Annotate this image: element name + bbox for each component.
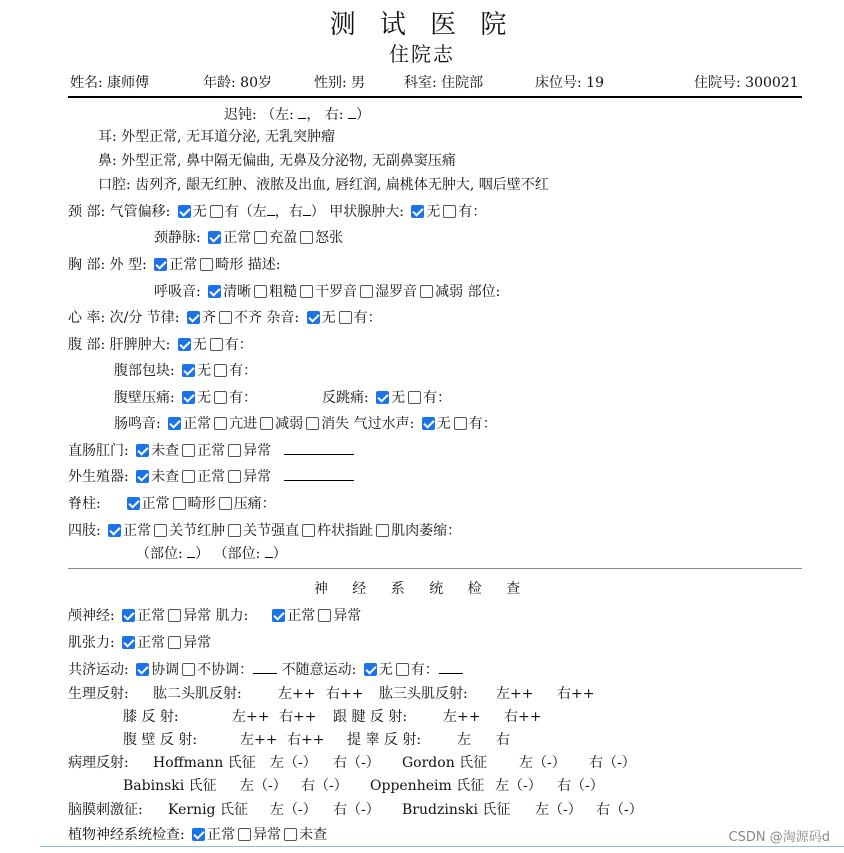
invol-has-checkbox[interactable] bbox=[396, 663, 409, 676]
coord-ok-checkbox[interactable] bbox=[136, 663, 149, 676]
brudzinski-right: 右（-） bbox=[596, 802, 643, 818]
rhythm-even-checkbox[interactable] bbox=[187, 311, 200, 324]
spine-pain-checkbox[interactable] bbox=[219, 497, 232, 510]
rhythm-uneven-checkbox[interactable] bbox=[219, 311, 232, 324]
neck-label: 颈 部: bbox=[68, 204, 106, 220]
trachea-has-label: 有（左 bbox=[224, 204, 267, 220]
kernig-right: 右（-） bbox=[333, 802, 380, 818]
mouth-exam: 口腔: 齿列齐, 龈无红肿、液脓及出血, 唇红润, 扁桃体无肿大, 咽后壁不红 bbox=[98, 177, 549, 193]
hoffmann-left: 左（-） bbox=[270, 755, 317, 771]
limbs-club-checkbox[interactable] bbox=[302, 524, 315, 537]
heart-row bbox=[68, 307, 382, 327]
spine-normal-checkbox[interactable] bbox=[127, 497, 140, 510]
murmur-label: 杂音: bbox=[266, 310, 300, 326]
breath-rough-label: 粗糙 bbox=[269, 284, 298, 300]
limbs-site1-label: （部位: bbox=[136, 546, 188, 562]
mass-none-checkbox[interactable] bbox=[182, 364, 195, 377]
limbs-label: 四肢: bbox=[68, 523, 101, 539]
triceps-right: 右++ bbox=[557, 686, 595, 702]
department: 科室: 住院部 bbox=[404, 75, 484, 91]
abdwall-left: 左++ bbox=[240, 732, 278, 748]
gas-has-label: 有： bbox=[468, 416, 497, 432]
spine-pain-label: 压痛： bbox=[233, 496, 276, 512]
nose-exam: 鼻: 外型正常, 鼻中隔无偏曲, 无鼻及分泌物, 无副鼻窦压痛 bbox=[98, 153, 456, 169]
chest-desc-label: 描述: bbox=[247, 257, 281, 273]
genital-unchecked-label: 未查 bbox=[151, 469, 180, 485]
csdn-watermark: CSDN @淘源码d bbox=[728, 830, 830, 845]
bowel-normal-label: 正常 bbox=[183, 416, 212, 432]
trachea-left-blank[interactable] bbox=[267, 203, 275, 216]
neuro-section-title: 神 经 系 统 检 查 bbox=[313, 581, 531, 597]
limbs-normal-checkbox[interactable] bbox=[108, 524, 121, 537]
patho-reflex-label: 病理反射: bbox=[68, 755, 129, 771]
breath-clear-checkbox[interactable] bbox=[208, 285, 221, 298]
jugular-normal-checkbox[interactable] bbox=[208, 231, 221, 244]
rebound-none-checkbox[interactable] bbox=[376, 391, 389, 404]
breath-dry-checkbox[interactable] bbox=[300, 285, 313, 298]
coord-blank[interactable] bbox=[253, 661, 277, 674]
rebound-row bbox=[322, 387, 451, 407]
tender-none-checkbox[interactable] bbox=[182, 391, 195, 404]
knee-right: 右++ bbox=[279, 709, 317, 725]
liver-label: 肝脾肿大: bbox=[109, 337, 171, 353]
autonomic-row bbox=[68, 824, 327, 844]
breath-rough-checkbox[interactable] bbox=[254, 285, 267, 298]
rectum-unchecked-label: 未查 bbox=[151, 443, 180, 459]
spine-deform-label: 畸形 bbox=[187, 496, 216, 512]
phys-reflex-label: 生理反射: bbox=[68, 686, 129, 702]
jugular-label: 颈静脉: bbox=[154, 230, 201, 246]
genital-label: 外生殖器: bbox=[68, 469, 129, 485]
gas-none-label: 无 bbox=[436, 416, 451, 432]
rectum-label: 直肠肛门: bbox=[68, 443, 129, 459]
mass-label: 腹部包块: bbox=[114, 363, 175, 379]
heart-label: 心 率: bbox=[68, 310, 106, 326]
cranial-row bbox=[68, 605, 361, 625]
slow-right-blank[interactable] bbox=[348, 106, 356, 119]
cremaster-right: 右 bbox=[496, 732, 510, 748]
bed-number: 床位号: 19 bbox=[535, 75, 604, 91]
breath-wet-checkbox[interactable] bbox=[360, 285, 373, 298]
biceps-label: 肱二头肌反射: bbox=[153, 686, 242, 702]
spine-normal-label: 正常 bbox=[141, 496, 170, 512]
triceps-label: 肱三头肌反射: bbox=[379, 686, 468, 702]
oppenheim-right: 右（-） bbox=[557, 778, 604, 794]
mass-has-label: 有： bbox=[229, 363, 258, 379]
murmur-none-checkbox[interactable] bbox=[307, 311, 320, 324]
section-divider bbox=[68, 568, 802, 569]
coord-not-label: 不协调： bbox=[197, 662, 254, 678]
limbs-site2-label: （部位: bbox=[213, 546, 265, 562]
patient-gender: 性别: 男 bbox=[314, 75, 366, 91]
limbs-site2-end: ） bbox=[272, 546, 287, 562]
breath-weak-label: 减弱 bbox=[435, 284, 464, 300]
spine-deform-checkbox[interactable] bbox=[173, 497, 186, 510]
mass-row bbox=[114, 360, 257, 380]
hoffmann-right: 右（-） bbox=[333, 755, 380, 771]
gordon-left: 左（-） bbox=[519, 755, 566, 771]
tender-has-label: 有： bbox=[229, 390, 258, 406]
bowel-normal-checkbox[interactable] bbox=[168, 417, 181, 430]
breath-dry-label: 干罗音 bbox=[315, 284, 358, 300]
liver-none-checkbox[interactable] bbox=[178, 338, 191, 351]
gas-label: 气过水声: bbox=[353, 416, 415, 432]
trachea-right-blank[interactable] bbox=[303, 203, 311, 216]
invol-none-label: 无 bbox=[378, 662, 393, 678]
limbs-atrophy-label: 肌肉萎缩： bbox=[391, 523, 462, 539]
auto-normal-label: 正常 bbox=[207, 827, 236, 843]
thyroid-none-checkbox[interactable] bbox=[411, 205, 424, 218]
tender-label: 腹壁压痛: bbox=[114, 390, 175, 406]
auto-abn-checkbox[interactable] bbox=[238, 828, 251, 841]
limbs-row bbox=[68, 520, 461, 540]
gas-none-checkbox[interactable] bbox=[422, 417, 435, 430]
cremaster-left: 左 bbox=[457, 732, 471, 748]
breath-label: 呼吸音: bbox=[154, 284, 201, 300]
limbs-club-label: 杵状指趾 bbox=[317, 523, 374, 539]
invol-label: 不随意运动: bbox=[281, 662, 357, 678]
chest-normal-label: 正常 bbox=[169, 257, 198, 273]
bowel-weak-checkbox[interactable] bbox=[260, 417, 273, 430]
trachea-close: ） bbox=[310, 204, 325, 220]
breath-clear-label: 清晰 bbox=[223, 284, 252, 300]
power-abn-label: 异常 bbox=[333, 608, 362, 624]
coord-ok-label: 协调 bbox=[151, 662, 180, 678]
murmur-has-label: 有： bbox=[353, 310, 382, 326]
spine-label: 脊柱: bbox=[68, 496, 101, 512]
patient-name: 姓名: 康师傅 bbox=[70, 75, 150, 91]
rectum-abn-checkbox[interactable] bbox=[228, 444, 241, 457]
invol-blank[interactable] bbox=[439, 661, 463, 674]
rectum-abn-label: 异常 bbox=[243, 443, 272, 459]
cranial-label: 颅神经: bbox=[68, 608, 115, 624]
jugular-row bbox=[154, 227, 343, 247]
oppenheim-label: Oppenheim 氏征 bbox=[370, 778, 485, 794]
cranial-abn-checkbox[interactable] bbox=[168, 609, 181, 622]
jugular-angry-label: 怒张 bbox=[315, 230, 344, 246]
liver-has-label: 有： bbox=[224, 337, 253, 353]
coord-row bbox=[68, 659, 463, 679]
ear-exam: 耳: 外型正常, 无耳道分泌, 无乳突肿瘤 bbox=[98, 129, 335, 145]
achilles-right: 右++ bbox=[504, 709, 542, 725]
thyroid-label: 甲状腺肿大: bbox=[329, 204, 404, 220]
cremaster-label: 提 睾 反 射: bbox=[347, 732, 422, 748]
invol-has-label: 有： bbox=[410, 662, 439, 678]
genital-normal-label: 正常 bbox=[197, 469, 226, 485]
breath-wet-label: 湿罗音 bbox=[375, 284, 418, 300]
tone-row bbox=[68, 632, 211, 652]
patient-age: 年龄: 80岁 bbox=[203, 75, 272, 91]
rebound-has-label: 有： bbox=[423, 390, 452, 406]
trachea-right-label: ，右 bbox=[274, 204, 303, 220]
power-normal-label: 正常 bbox=[287, 608, 316, 624]
limbs-normal-label: 正常 bbox=[123, 523, 152, 539]
rebound-has-checkbox[interactable] bbox=[408, 391, 421, 404]
chest-normal-checkbox[interactable] bbox=[154, 258, 167, 271]
power-normal-checkbox[interactable] bbox=[272, 609, 285, 622]
tone-normal-label: 正常 bbox=[137, 635, 166, 651]
tender-has-checkbox[interactable] bbox=[214, 391, 227, 404]
brudzinski-label: Brudzinski 氏征 bbox=[402, 802, 511, 818]
thyroid-has-checkbox[interactable] bbox=[443, 205, 456, 218]
cranial-normal-checkbox[interactable] bbox=[122, 609, 135, 622]
slow-reaction-row bbox=[224, 104, 370, 124]
achilles-label: 跟 腱 反 射: bbox=[333, 709, 408, 725]
coord-label: 共济运动: bbox=[68, 662, 129, 678]
abdomen-row bbox=[68, 334, 253, 354]
genital-abn-label: 异常 bbox=[243, 469, 272, 485]
trachea-none-label: 无 bbox=[192, 204, 207, 220]
liver-has-checkbox[interactable] bbox=[210, 338, 223, 351]
knee-label: 膝 反 射: bbox=[123, 709, 179, 725]
slow-label: 迟钝: （左: bbox=[224, 107, 299, 123]
chest-label: 胸 部: bbox=[68, 257, 106, 273]
limbs-site-row bbox=[136, 543, 287, 563]
bowel-gone-checkbox[interactable] bbox=[306, 417, 319, 430]
rectum-normal-label: 正常 bbox=[197, 443, 226, 459]
limbs-site1-end: ） bbox=[195, 546, 210, 562]
genital-normal-checkbox[interactable] bbox=[182, 470, 195, 483]
bowel-gone-label: 消失 bbox=[321, 416, 350, 432]
abdwall-label: 腹 壁 反 射: bbox=[123, 732, 198, 748]
genital-blank[interactable] bbox=[284, 468, 354, 481]
jugular-full-label: 充盈 bbox=[269, 230, 298, 246]
auto-abn-label: 异常 bbox=[253, 827, 282, 843]
achilles-left: 左++ bbox=[443, 709, 481, 725]
autonomic-label: 植物神经系统检查: bbox=[68, 827, 185, 843]
bottom-edge-line bbox=[40, 846, 844, 847]
thyroid-none-label: 无 bbox=[426, 204, 441, 220]
thyroid-has-label: 有： bbox=[458, 204, 487, 220]
mass-has-checkbox[interactable] bbox=[214, 364, 227, 377]
liver-none-label: 无 bbox=[192, 337, 207, 353]
hospital-name: 测 试 医 院 bbox=[329, 10, 515, 40]
breath-weak-checkbox[interactable] bbox=[420, 285, 433, 298]
trachea-label: 气管偏移: bbox=[109, 204, 171, 220]
chest-deform-label: 畸形 bbox=[215, 257, 244, 273]
tender-row bbox=[114, 387, 257, 407]
neck-row bbox=[68, 201, 486, 221]
bowel-weak-label: 减弱 bbox=[275, 416, 304, 432]
header-rule bbox=[68, 96, 802, 98]
limbs-stiff-checkbox[interactable] bbox=[228, 524, 241, 537]
slow-end: ） bbox=[355, 107, 370, 123]
babinski-left: 左（-） bbox=[240, 778, 287, 794]
chest-row bbox=[68, 254, 280, 274]
limbs-stiff-label: 关节强直 bbox=[243, 523, 300, 539]
cranial-normal-label: 正常 bbox=[137, 608, 166, 624]
genital-abn-checkbox[interactable] bbox=[228, 470, 241, 483]
rebound-none-label: 无 bbox=[391, 390, 406, 406]
document-title: 住院志 bbox=[389, 42, 455, 66]
invol-none-checkbox[interactable] bbox=[364, 663, 377, 676]
triceps-left: 左++ bbox=[496, 686, 534, 702]
babinski-right: 右（-） bbox=[301, 778, 348, 794]
brudzinski-left: 左（-） bbox=[535, 802, 582, 818]
bowel-hyper-label: 亢进 bbox=[229, 416, 258, 432]
knee-left: 左++ bbox=[232, 709, 270, 725]
cranial-abn-label: 异常 肌力: bbox=[183, 608, 249, 624]
breath-site-label: 部位: bbox=[467, 284, 501, 300]
auto-normal-checkbox[interactable] bbox=[192, 828, 205, 841]
spine-row bbox=[68, 493, 276, 513]
tone-normal-checkbox[interactable] bbox=[122, 636, 135, 649]
bowel-hyper-checkbox[interactable] bbox=[214, 417, 227, 430]
abdwall-right: 右++ bbox=[287, 732, 325, 748]
babinski-label: Babinski 氏征 bbox=[123, 778, 217, 794]
bowel-row bbox=[114, 413, 497, 433]
abdomen-label: 腹 部: bbox=[68, 337, 106, 353]
mass-none-label: 无 bbox=[197, 363, 212, 379]
tender-none-label: 无 bbox=[197, 390, 212, 406]
power-abn-checkbox[interactable] bbox=[318, 609, 331, 622]
gordon-label: Gordon 氏征 bbox=[402, 755, 488, 771]
rebound-label: 反跳痛: bbox=[322, 390, 369, 406]
rectum-blank[interactable] bbox=[284, 442, 354, 455]
rhythm-uneven-label: 不齐 bbox=[233, 310, 262, 326]
murmur-has-checkbox[interactable] bbox=[339, 311, 352, 324]
tone-abn-label: 异常 bbox=[183, 635, 212, 651]
jugular-normal-label: 正常 bbox=[223, 230, 252, 246]
tone-abn-checkbox[interactable] bbox=[168, 636, 181, 649]
heart-rate-unit: 次/分 bbox=[109, 310, 143, 326]
jugular-angry-checkbox[interactable] bbox=[300, 231, 313, 244]
rhythm-label: 节律: bbox=[146, 310, 180, 326]
gordon-right: 右（-） bbox=[589, 755, 636, 771]
biceps-right: 右++ bbox=[326, 686, 364, 702]
limbs-red-label: 关节红肿 bbox=[169, 523, 226, 539]
trachea-none-checkbox[interactable] bbox=[178, 205, 191, 218]
hoffmann-label: Hoffmann 氏征 bbox=[153, 755, 256, 771]
auto-unchecked-label: 未查 bbox=[299, 827, 328, 843]
genital-unchecked-checkbox[interactable] bbox=[136, 470, 149, 483]
meningeal-label: 脑膜刺激征: bbox=[68, 802, 143, 818]
jugular-full-checkbox[interactable] bbox=[254, 231, 267, 244]
rhythm-even-label: 齐 bbox=[201, 310, 216, 326]
oppenheim-left: 左（-） bbox=[495, 778, 542, 794]
coord-not-checkbox[interactable] bbox=[182, 663, 195, 676]
gas-has-checkbox[interactable] bbox=[454, 417, 467, 430]
trachea-has-checkbox[interactable] bbox=[210, 205, 223, 218]
inpatient-number: 住院号: 300021 bbox=[694, 75, 799, 91]
limbs-atrophy-checkbox[interactable] bbox=[376, 524, 389, 537]
limbs-red-checkbox[interactable] bbox=[154, 524, 167, 537]
chest-shape-label: 外 型: bbox=[109, 257, 147, 273]
kernig-label: Kernig 氏征 bbox=[168, 802, 248, 818]
bowel-label: 肠鸣音: bbox=[114, 416, 161, 432]
chest-deform-checkbox[interactable] bbox=[200, 258, 213, 271]
auto-unchecked-checkbox[interactable] bbox=[284, 828, 297, 841]
rectum-unchecked-checkbox[interactable] bbox=[136, 444, 149, 457]
slow-mid: ， 右: bbox=[306, 107, 348, 123]
tone-label: 肌张力: bbox=[68, 635, 115, 651]
rectum-normal-checkbox[interactable] bbox=[182, 444, 195, 457]
genital-row bbox=[68, 466, 354, 486]
rectum-row bbox=[68, 440, 354, 460]
kernig-left: 左（-） bbox=[270, 802, 317, 818]
limbs-site2-blank[interactable] bbox=[265, 545, 273, 558]
limbs-site1-blank[interactable] bbox=[187, 545, 195, 558]
murmur-none-label: 无 bbox=[321, 310, 336, 326]
biceps-left: 左++ bbox=[278, 686, 316, 702]
breath-row bbox=[154, 281, 500, 301]
